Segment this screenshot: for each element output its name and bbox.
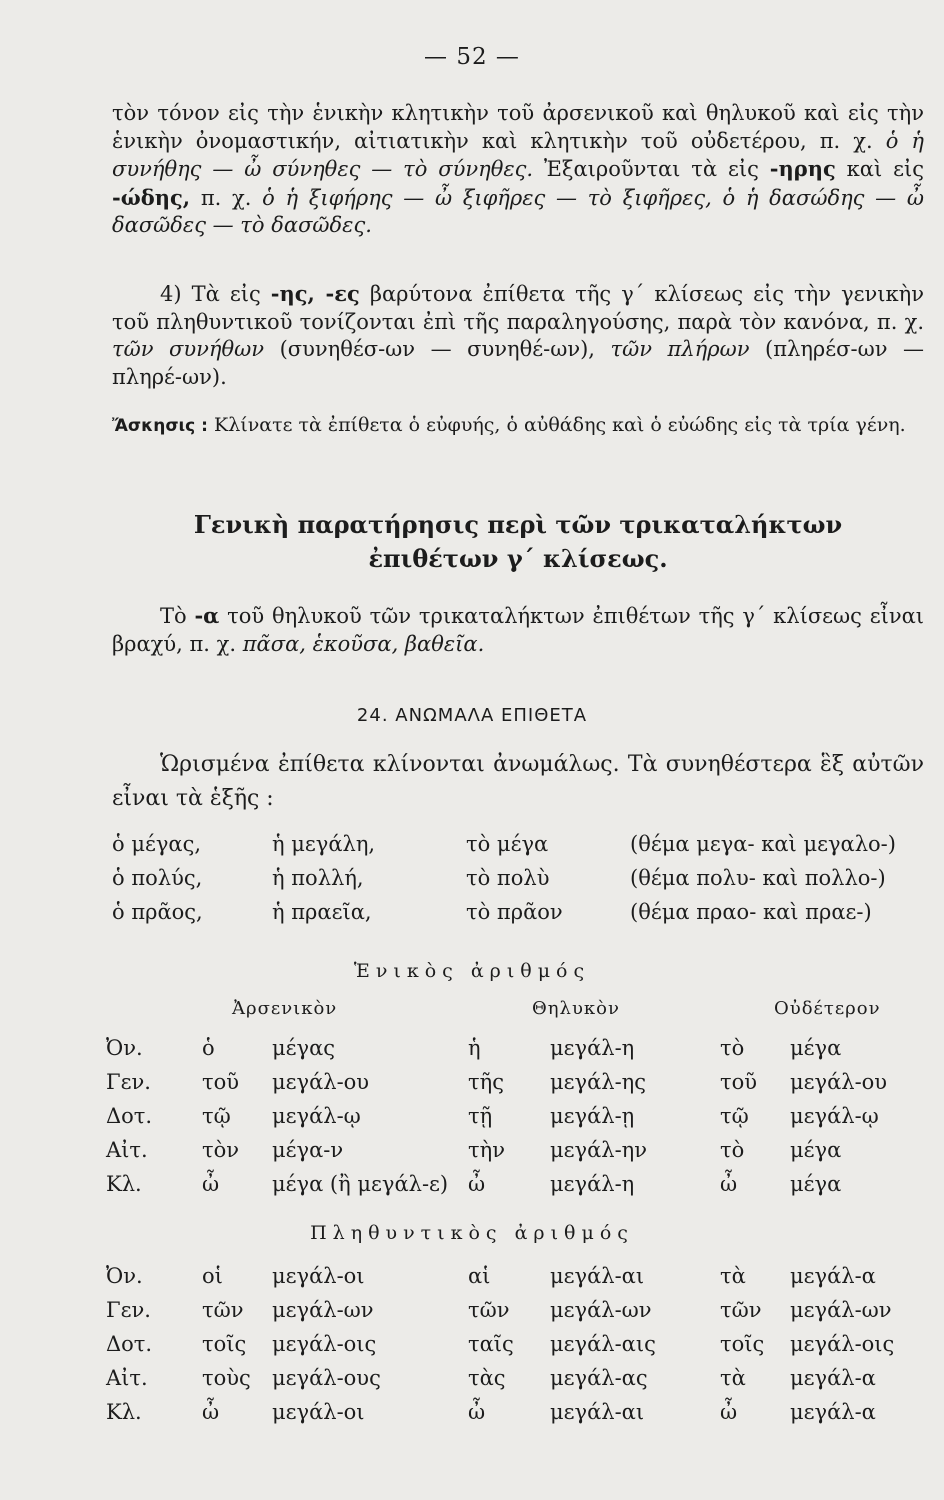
masc-article: ὦ (202, 1172, 220, 1196)
masc-article: τῶν (202, 1298, 244, 1322)
gender-masc: Ἀρσενικὸν (232, 998, 338, 1019)
neut-word: μέγα (790, 1138, 842, 1162)
neut-article: τὸ (720, 1036, 745, 1060)
and-text: καὶ εἰς (846, 157, 924, 181)
general-examples: πᾶσα, ἑκοῦσα, βαθεῖα. (242, 631, 485, 656)
masc-word: μεγάλ-οις (272, 1332, 377, 1356)
case-label: Αἰτ. (106, 1138, 148, 1162)
section-intro-text: Ὡρισμένα ἐπίθετα κλίνονται ἀνωμάλως. Τὰ συνηθέστερα ἓξ αὐτῶν εἶναι τὰ ἑξῆς : (112, 752, 924, 811)
masc-word: μεγάλ-ων (272, 1298, 374, 1322)
form-fem: ἡ πραεῖα, (272, 900, 372, 924)
section-heading (112, 508, 924, 576)
neut-article: τὰ (720, 1366, 746, 1390)
masc-article: τῷ (202, 1104, 231, 1128)
fem-article: ὦ (468, 1172, 486, 1196)
section-intro (112, 748, 924, 816)
rule4-example-1-paren: (συνηθέσ-ων — συνηθέ-ων), (279, 337, 595, 361)
intro-paragraph (112, 100, 924, 240)
general-text: τοῦ θηλυκοῦ τῶν τρικαταλήκτων ἐπιθέτων τῆς γ΄ κλίσεως εἶναι βραχύ, π. χ. (112, 604, 924, 656)
general-alpha: -α (194, 603, 220, 628)
fem-article: ταῖς (468, 1332, 514, 1356)
form-masc: ὁ πρᾶος, (112, 900, 203, 924)
section-title: 24. ΑΝΩΜΑΛΑ ΕΠΙΘΕΤΑ (356, 705, 588, 726)
fem-word: μεγάλ-ων (550, 1298, 652, 1322)
fem-article: ὦ (468, 1400, 486, 1424)
form-masc: ὁ πολύς, (112, 866, 203, 890)
case-label: Γεν. (106, 1298, 151, 1322)
case-label: Αἰτ. (106, 1366, 148, 1390)
fem-article: ἡ (468, 1036, 481, 1060)
fem-article: τὴν (468, 1138, 505, 1162)
page-number: — 52 — (424, 44, 520, 70)
case-label: Δοτ. (106, 1104, 153, 1128)
intro-example-2: ὁ ἡ ξιφήρης — ὦ ξιφῆρες — τὸ ξιφῆρες, ὁ ἡ δασώδης — ὦ δασῶδες — τὸ δασῶδες. (112, 185, 924, 237)
neut-article: τῶν (720, 1298, 762, 1322)
form-neut: τὸ πρᾶον (466, 900, 563, 924)
neut-article: τὸ (720, 1138, 745, 1162)
fem-word: μεγάλ-αις (550, 1332, 656, 1356)
fem-word: μεγάλ-ας (550, 1366, 648, 1390)
fem-article: τῆς (468, 1070, 504, 1094)
masc-article: τὸν (202, 1138, 240, 1162)
fem-article: τῶν (468, 1298, 510, 1322)
form-masc: ὁ μέγας, (112, 832, 202, 856)
general-note (112, 602, 924, 658)
fem-article: τῇ (468, 1104, 493, 1128)
exercise (112, 412, 924, 441)
fem-word: μεγάλ-ης (550, 1070, 647, 1094)
masc-word: μεγάλ-ῳ (272, 1104, 361, 1128)
form-stem: (θέμα πραο- καὶ πραε-) (630, 900, 872, 924)
exercise-text: Κλίνατε τὰ ἐπίθετα ὁ εὐφυής, ὁ αὐθάδης καὶ ὁ εὐώδης εἰς τὰ τρία γένη. (214, 414, 906, 436)
neut-article: ὦ (720, 1172, 738, 1196)
heading-line-2: ἐπιθέτων γ΄ κλίσεως. (368, 544, 668, 573)
case-label: Δοτ. (106, 1332, 153, 1356)
singular-title: Ἑνικὸς ἀριθμός (353, 960, 591, 982)
masc-article: οἱ (202, 1264, 223, 1288)
masc-article: ὦ (202, 1400, 220, 1424)
form-neut: τὸ μέγα (466, 832, 549, 856)
masc-word: μέγα (ἢ μεγάλ-ε) (272, 1172, 449, 1196)
masc-word: μεγάλ-οι (272, 1400, 365, 1424)
neut-word: μέγα (790, 1036, 842, 1060)
masc-article: ὁ (202, 1036, 215, 1060)
ending-ires: -ηρης (769, 156, 836, 181)
masc-article: τοῦ (202, 1070, 240, 1094)
masc-word: μεγάλ-οι (272, 1264, 365, 1288)
neut-word: μεγάλ-ου (790, 1070, 888, 1094)
masc-word: μεγάλ-ους (272, 1366, 381, 1390)
neut-word: μεγάλ-ων (790, 1298, 892, 1322)
case-label: Κλ. (106, 1172, 142, 1196)
general-lead: Τὸ (160, 604, 187, 628)
intro-except: Ἐξαιροῦνται τὰ εἰς (543, 157, 759, 181)
neut-word: μεγάλ-α (790, 1400, 876, 1424)
intro-example-1: ὁ ἡ συνήθης — ὦ σύνηθες — τὸ σύνηθες. (112, 128, 924, 181)
rule4-example-2-paren: (πληρέσ-ων — πληρέ-ων). (112, 337, 925, 389)
form-stem: (θέμα μεγα- καὶ μεγαλο-) (630, 832, 896, 856)
gender-neut: Οὐδέτερον (774, 998, 881, 1019)
rule4-text: βαρύτονα ἐπίθετα τῆς γ΄ κλίσεως εἰς τὴν γενικὴν τοῦ πληθυντικοῦ τονίζονται ἐπὶ τῆς παραληγούσης, παρὰ τὸν κανόνα, π. χ. (112, 282, 924, 334)
fem-word: μεγάλ-αι (550, 1264, 645, 1288)
exercise-label: Ἄσκησις : (112, 416, 208, 436)
rule-4-paragraph (112, 280, 924, 391)
rule4-example-1: τῶν συνήθων (112, 337, 265, 361)
rule4-example-2: τῶν πλήρων (610, 337, 750, 361)
neut-article: τὰ (720, 1264, 746, 1288)
masc-word: μέγας (272, 1036, 336, 1060)
neut-word: μεγάλ-ῳ (790, 1104, 879, 1128)
intro-text: τὸν τόνον εἰς τὴν ἑνικὴν κλητικὴν τοῦ ἀρσενικοῦ καὶ θηλυκοῦ καὶ εἰς τὴν ἑνικὴν ὀνομαστικήν, αἰτιατικὴν καὶ κλητικὴν τοῦ οὐδετέρου, π. χ. (112, 101, 924, 153)
fem-word: μεγάλ-ῃ (550, 1104, 635, 1128)
ending-odis: -ώδης, (112, 184, 191, 210)
gender-fem: Θηλυκὸν (532, 998, 620, 1019)
fem-article: τὰς (468, 1366, 506, 1390)
neut-article: τῷ (720, 1104, 749, 1128)
neut-word: μεγάλ-α (790, 1264, 876, 1288)
neut-article: ὦ (720, 1400, 738, 1424)
fem-article: αἱ (468, 1264, 491, 1288)
case-label: Ὀν. (106, 1036, 143, 1060)
neut-word: μεγάλ-οις (790, 1332, 895, 1356)
form-stem: (θέμα πολυ- καὶ πολλο-) (630, 866, 886, 890)
case-label: Ὀν. (106, 1264, 143, 1288)
case-label: Κλ. (106, 1400, 142, 1424)
neut-word: μέγα (790, 1172, 842, 1196)
form-fem: ἡ μεγάλη, (272, 832, 376, 856)
fem-word: μεγάλ-ην (550, 1138, 648, 1162)
fem-word: μεγάλ-η (550, 1036, 635, 1060)
neut-article: τοῦ (720, 1070, 758, 1094)
case-label: Γεν. (106, 1070, 151, 1094)
form-neut: τὸ πολὺ (466, 866, 550, 890)
plural-title: Πληθυντικὸς ἀριθμός (310, 1222, 634, 1244)
masc-word: μέγα-ν (272, 1138, 344, 1162)
fem-word: μεγάλ-αι (550, 1400, 645, 1424)
neut-word: μεγάλ-α (790, 1366, 876, 1390)
masc-article: τοῖς (202, 1332, 247, 1356)
masc-word: μεγάλ-ου (272, 1070, 370, 1094)
neut-article: τοῖς (720, 1332, 765, 1356)
px-text: π. χ. (200, 185, 252, 210)
fem-word: μεγάλ-η (550, 1172, 635, 1196)
heading-line-1: Γενικὴ παρατήρησις περὶ τῶν τρικαταλήκτων (193, 510, 843, 539)
rule4-endings: -ης, -ες (270, 281, 360, 306)
masc-article: τοὺς (202, 1366, 251, 1390)
rule4-lead: 4) Τὰ εἰς (160, 282, 261, 306)
form-fem: ἡ πολλή, (272, 866, 364, 890)
